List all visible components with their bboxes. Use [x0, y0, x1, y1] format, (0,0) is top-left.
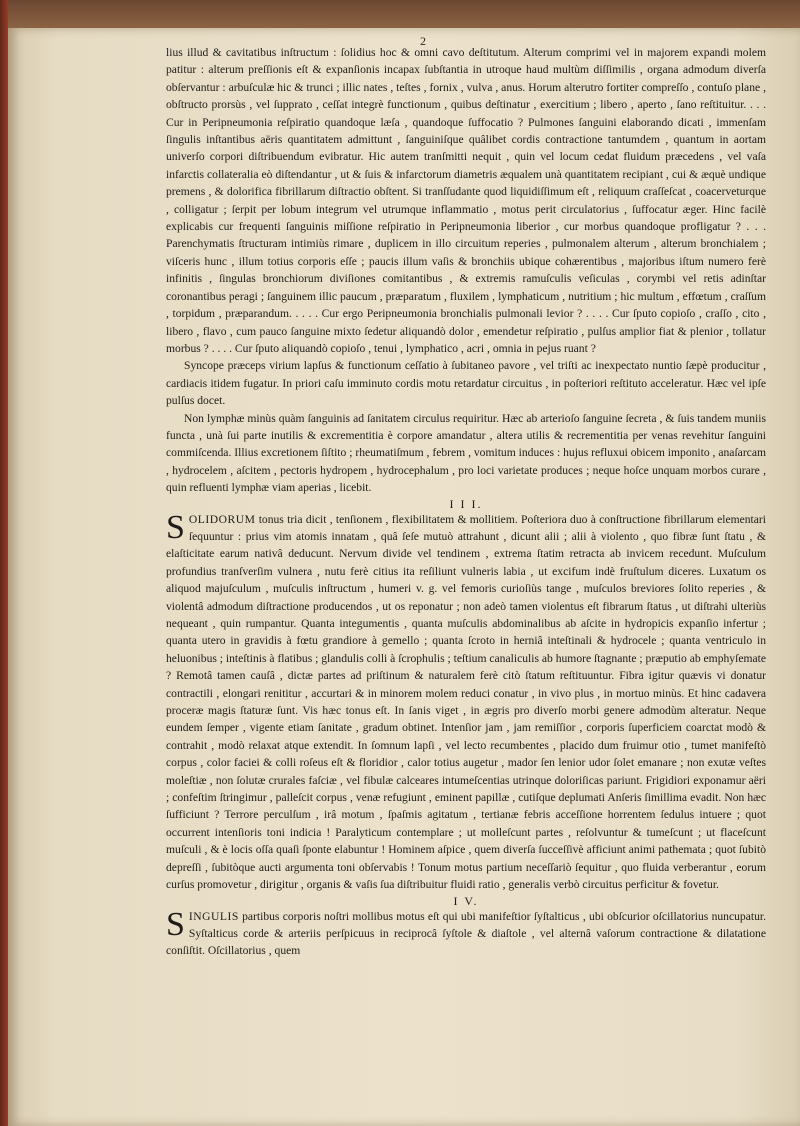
section-3-lead-word: OLIDORUM	[188, 512, 256, 526]
drop-cap: S	[166, 905, 185, 943]
section-4-paragraph	[166, 905, 766, 960]
section-3-paragraph	[166, 508, 766, 894]
page-number: 2	[420, 34, 426, 48]
binding-edge	[0, 0, 8, 1126]
section-4-text: partibus corporis noſtri mollibus motus eſt qui ubi manifeſtior ſyſtalticus , ubi obſcurior oſcillatorius nuncupatur. Syſtalticus corde & arteriis perſpicuus in reciprocâ ſyſtole & diaſtole , vel alternâ vaſorum contractione & dilatatione conſiſtit. Oſcillatorius , quem	[166, 909, 766, 958]
top-shadow-band	[0, 0, 800, 28]
section-3-text: tonus tria dicit , tenſionem , flexibilitatem & mollitiem. Poſteriora duo à conſtructione fibrillarum elementari ſequuntur : prius vim atomis innatam , quâ ſeſe mutuò attrahunt , dicunt alii ; alii à violento , quo fibræ ſunt ſtatu , & elaſticitate earum nativâ deducunt. Nervum divide vel tendinem , extrema ſtatim retracta ab invicem recedunt. Muſculum profundius tranſverſim vulnera , nutu ferè citius ita reſiliunt vulneris labia , ut excifum indè fruſtulum diceres. Luxatum os aliquod majuſculum , muſculis inſtructum , humeri v. g. vel femoris curioſiùs tange , muſculos breviores ſolito reperies , & violentâ admodum diſtractione producendos , ut os reponatur ; non adeò tamen violentus eſt fibrarum ſtatus , ut diſtrahi ulteriùs nequeant , quin rumpantur. Quanta integumentis , quanta muſculis abdominalibus ab aſcite in hydropicis expanſio infertur ; quanta utero in gravidis à fœtu grandiore à gemello ; quanta ſcroto in herniâ inteſtinali & hydrocele ; quanta ventriculo in heluonibus ; inteſtinis à flatibus ; glandulis colli à ſcrophulis ; teſtium canaliculis ab humore ſtagnante ; præputio ab emphyſemate ? Remotâ tamen cauſâ , dictæ partes ad priſtinum & naturalem ferè citò ſtatum reſtituuntur. Fibra igitur quævis vi donatur contractili , elongari renititur , accurtari & in minorem molem reduci conatur , in vivo plus , in mortuo minùs. Et hinc cadavera proceræ magis ſtaturæ ſunt. Vis hæc tonus eſt. In ſanis viget , in ægris pro diverſo morbi genere admodùm alteratur. Neque eundem ſemper , vigente etiam ſanitate , gradum obtinet. Intenſior jam , jam remiſſior , corporis ſuperficiem coarctat modò & contrahit , modò relaxat atque extendit. In ſomnum lapſi , vel lecto recumbentes , placido dum fruimur otio , tumet manifeſtò corpus , color faciei & colli roſeus eſt & floridior , calor totius augetur , mador ſen lenior udor ſolet emanare ; non exutæ veſtes moleſtiæ , non ſolutæ crurales faſciæ , vel fibulæ calceares intumeſcentias utrinque doloriſicas pariunt. Frigidiori exponamur aëri ; confeſtim ſtringimur , palleſcit corpus , venæ refugiunt , eminent papillæ , cutiſque deplumati Anſeris ſimillima evadit. Non hæc ſufficiunt ? Terrore perculſum , irâ motum , ſpaſmis agitatum , tertianæ febris acceſſione horrentem ſedulus intuere ; quot occurrent intenſioris toni indicia ! Paralyticum contemplare ; ut molleſcunt partes , reſolvuntur & tumeſcunt ; ut flaceſcunt muſculi , & è locis oſſa quaſi ſponte elabuntur ! Hominem aſpice , quem diverſa ſucceſſivè afficiunt animi pathemata ; quot ſubitò depreſſi , ſubitòque aucti argumenta toni obſervabis ! Tonum motus partium neceſſariò ſequitur , quo fluida verberantur , eorum curſus promovetur , dirigitur , organis & vaſis ſua diſtribuitur fluidi ratio , generalis verbò circuitus perficitur & fovetur.	[166, 512, 766, 892]
paragraph-1: lius illud & cavitatibus inſtructum : ſolidius hoc & omni cavo deſtitutum. Alterum comprimi vel in majorem expandi molem patitur : alterum preſſionis eſt & expanſionis incapax ſubſtantia in utroque haud multùm diſſimilis , organa admodum diverſa obſervantur : arbuſculæ hic & trunci ; illic nates , teſtes , fornix , vulva , anus. Horum alterutro fortiter compreſſo , contuſo plane , obſtructo prorsùs , vel ſupprato , ceſſat integrè functionum , quibus deſtinatur , exercitium ; libero , aperto , ſano reſtituitur. . . . Cur in Peripneumonia reſpiratio quandoque læſa , quandoque ſuffocatio ? Pulmones ſanguini elaborando dicati , immenſam ſingulis inſtantibus aëris quantitatem admittunt , ſanguiniſque quâlibet cordis contractione tantumdem , quantum in aortam univerſo corpori diſtribuendum evibratur. Hic autem tranſmitti nequit , quin vel locum cedat fluidum præcedens , vel vaſa infarctis collateralia eò diſtendantur , ut & ſuis & infarctorum diametris æqualem unà quantitatem recipiant , cui & æquè undique premens , & dolorifica fibrillarum diſtractio obſtent. Si tranſſudante quod liquidiſſimum eſt , reliquum craſſeſcat , coacerveturque , colligatur ; ſerpit per lobum integrum vel utrumque inflammatio , motus perit circulatorius , ſuffocatur æger. Hinc facilè explicabis cur frequenti ſanguinis miſſione reſpiratio in Peripneumonia liberior , cur morbus quandoque profligatur ? . . . Parenchymatis ſtructuram intimiùs rimare , duplicem in illo circuitum reperies , pulmonalem alterum , alterum bronchialem ; viſceris hunc , illum totius corporis eſſe ; paucis illum vaſis & bronchiis ubique cohærentibus , majoribus iſtum numero ferè infinitis , ſingulas bronchiorum diviſiones comitantibus , & extremis ramuſculis veſiculas , corymbi vel retis adinſtar coronantibus peragi ; ſanguinem illic paucum , præparatum , fluxilem , lymphaticum , nutritium ; hic multum , effœtum , craſſum , torpidum , præparandum. . . . . Cur ergo Peripneumonia bronchialis pulmonali levior ? . . . . Cur ſputo copioſo , craſſo , cito , libero , flavo , cum pauco ſanguine mixto ſedetur aliquandò dolor , emendetur reſpiratio , pulſus amplior fiat & plenior , tollatur morbus ? . . . . Cur ſputo aliquandò copioſo , tenui , lymphatico , acri , omnia in pejus ruant ?	[166, 46, 766, 355]
section-number-4: I V.	[453, 893, 479, 908]
paragraph-2: Syncope præceps virium lapſus & functionum ceſſatio à ſubitaneo pavore , vel triſti ac inexpectato nuntio ſæpè producitur , cardiacis itidem fugatur. In priori caſu imminuto cordis motu retardatur circuitus , in poſteriori reſtituto acceleratur. Hæc vel ipſe pulſus docet.	[166, 359, 766, 408]
section-4-lead-word: INGULIS	[188, 909, 239, 923]
section-number-3: I I I.	[449, 496, 483, 511]
body-text	[166, 44, 766, 960]
drop-cap: S	[166, 508, 185, 546]
paragraph-3: Non lymphæ minùs quàm ſanguinis ad ſanitatem circulus requiritur. Hæc ab arterioſo ſanguine ſecreta , & ſuis tandem muniis functa , unà ſui parte inutilis & excrementitia è corpore amandatur , altera utilis & recrementitia per venas revehitur ſanguini commiſcenda. Illius excretionem ſiſtito ; rheumatiſmum , febrem , vomitum induces : hujus refluxui obicem imponito , anaſarcam , hydrocelem , aſcitem , pectoris hydropem , hydrocephalum , pro loci varietate produces ; neque hoſce unquam morbos curare , quin refluenti lymphæ viam aperias , licebit.	[166, 411, 766, 495]
